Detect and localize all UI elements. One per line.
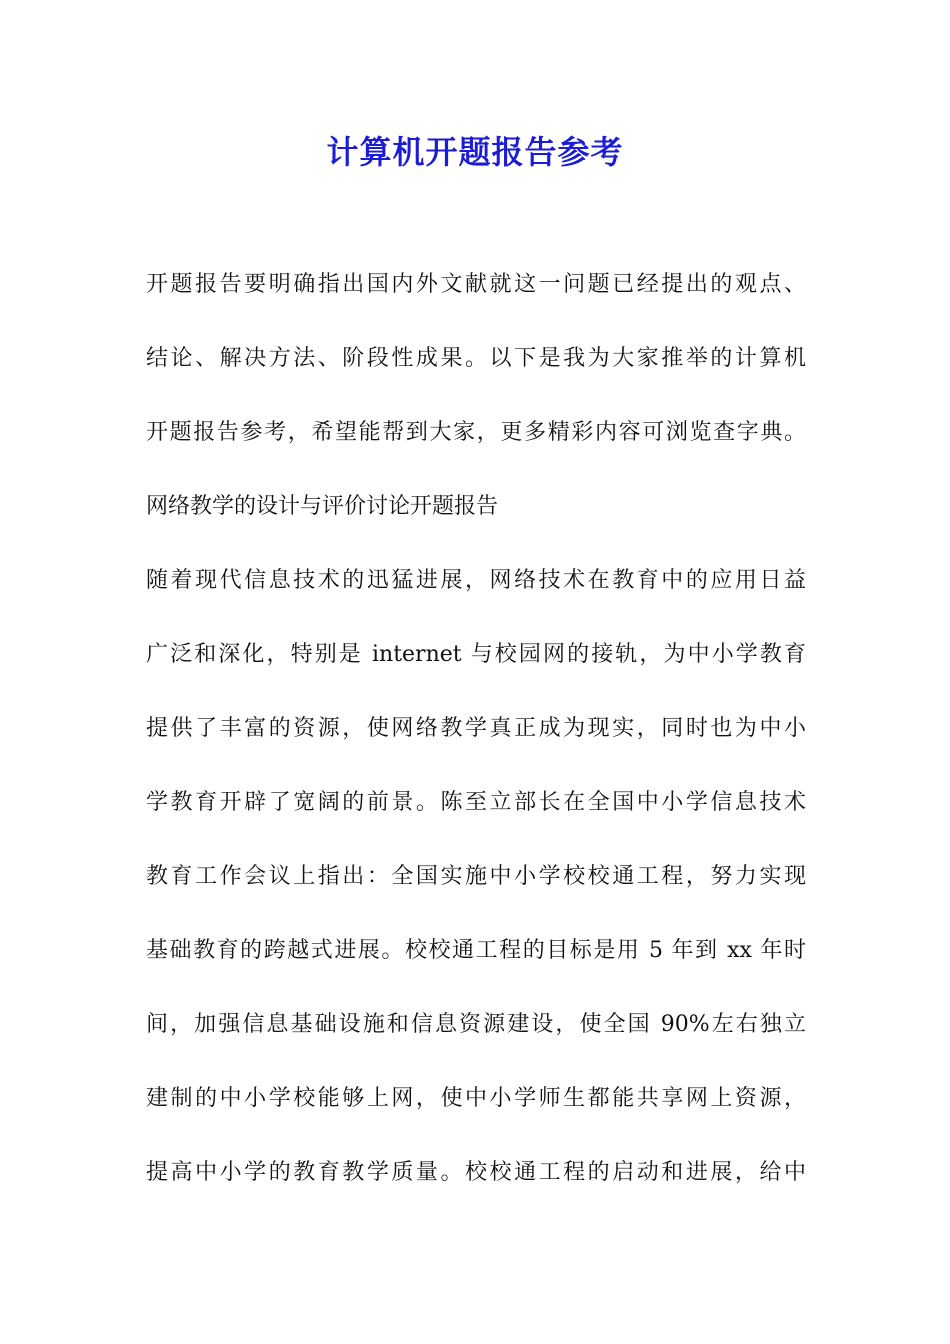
body-line: 随着现代信息技术的迅猛进展，网络技术在教育中的应用日益 (146, 568, 806, 593)
body-line: 提高中小学的教育教学质量。校校通工程的启动和进展，给中 (146, 1160, 806, 1185)
body-line: 结论、解决方法、阶段性成果。以下是我为大家推举的计算机 (146, 346, 806, 371)
body-line: 开题报告参考，希望能帮到大家，更多精彩内容可浏览查字典。 (146, 420, 806, 445)
body-line: 广泛和深化，特别是 internet 与校园网的接轨，为中小学教育 (146, 642, 806, 667)
body-line: 教育工作会议上指出：全国实施中小学校校通工程，努力实现 (146, 864, 806, 889)
body-line: 间，加强信息基础设施和信息资源建设，使全国 90%左右独立 (146, 1012, 806, 1037)
section-heading: 网络教学的设计与评价讨论开题报告 (146, 494, 499, 519)
body-line: 提供了丰富的资源，使网络教学真正成为现实，同时也为中小 (146, 716, 806, 741)
body-line: 建制的中小学校能够上网，使中小学师生都能共享网上资源， (146, 1086, 806, 1111)
page-title: 计算机开题报告参考 (326, 133, 624, 171)
body-line: 开题报告要明确指出国内外文献就这一问题已经提出的观点、 (146, 272, 806, 297)
body-line: 学教育开辟了宽阔的前景。陈至立部长在全国中小学信息技术 (146, 790, 806, 815)
body-line: 基础教育的跨越式进展。校校通工程的目标是用 5 年到 xx 年时 (146, 938, 806, 963)
